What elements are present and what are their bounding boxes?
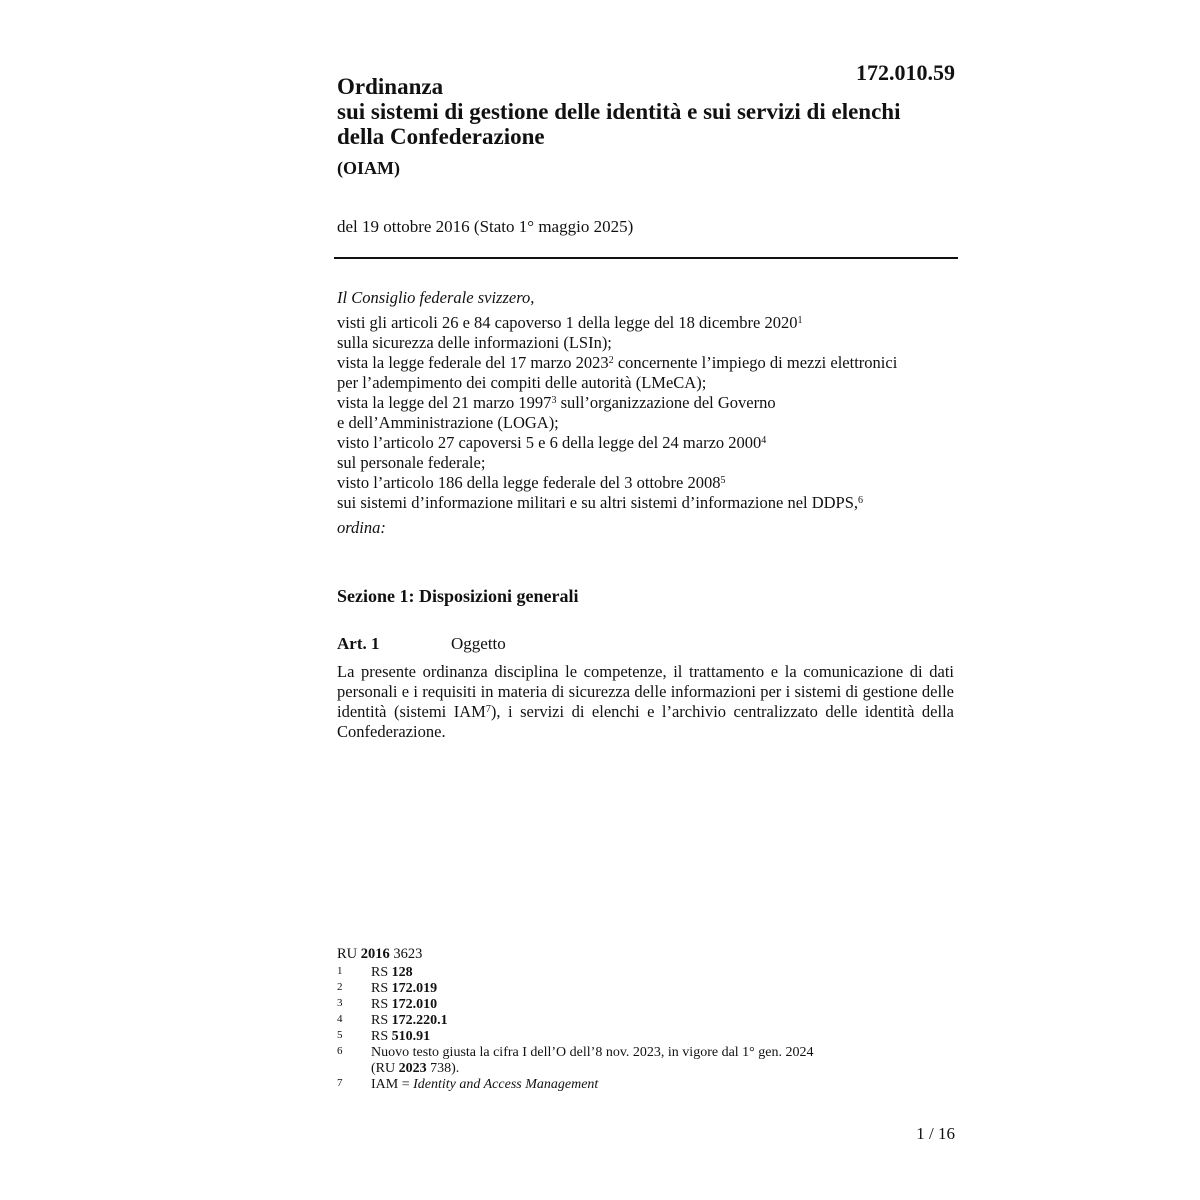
- fn-text: (RU: [371, 1061, 399, 1076]
- ru-year: 2016: [360, 946, 390, 962]
- fn-prefix: RS: [371, 997, 392, 1012]
- preamble-intro: Il Consiglio federale svizzero,: [337, 288, 535, 307]
- footnote: [337, 981, 957, 997]
- ru-page: 3623: [389, 946, 423, 962]
- preamble-text: visto l’articolo 27 capoversi 5 e 6 della legge del 24 marzo 2000: [337, 433, 762, 452]
- footnote: [337, 1013, 957, 1029]
- fn-prefix: RS: [371, 1013, 392, 1028]
- fn-prefix: RS: [371, 1029, 392, 1044]
- ru-prefix: RU: [337, 946, 361, 962]
- preamble-line: per l’adempimento dei compiti delle autorità (LMeCA);: [337, 373, 707, 392]
- article-text: ), i servizi di elenchi e l’archivio centralizzato delle identità della Confederazione.: [337, 702, 954, 741]
- footnotes: [337, 965, 957, 1093]
- preamble-closing: ordina:: [337, 518, 386, 537]
- title-line-3: della Confederazione: [337, 124, 545, 149]
- footnote-number: 1: [337, 965, 343, 977]
- preamble-line: sul personale federale;: [337, 453, 486, 472]
- article-subject: Oggetto: [451, 634, 506, 653]
- fn-text: 738).: [426, 1061, 460, 1076]
- article-heading: [337, 633, 506, 655]
- footnote-number: 2: [337, 981, 343, 993]
- footnote-number: 5: [337, 1029, 343, 1041]
- footnote-ref-3[interactable]: 3: [551, 395, 557, 406]
- fn-ref[interactable]: 172.220.1: [391, 1013, 448, 1028]
- footnote-number: 4: [337, 1013, 343, 1025]
- title-line-1: Ordinanza: [337, 74, 444, 99]
- fn-ref[interactable]: 510.91: [391, 1029, 431, 1044]
- preamble-line: sulla sicurezza delle informazioni (LSIn);: [337, 333, 612, 352]
- footnote-text: [371, 1045, 957, 1077]
- preamble-line: e dell’Amministrazione (LOGA);: [337, 413, 559, 432]
- footnote-text: [371, 981, 957, 997]
- footnote: [337, 997, 957, 1013]
- preamble-text: sui sistemi d’informazione militari e su altri sistemi d’informazione nel DDPS,: [337, 493, 859, 512]
- article-paragraph: [337, 662, 954, 742]
- footnote-text: [371, 1029, 957, 1045]
- preamble-line: [337, 433, 962, 453]
- preamble-text: vista la legge federale del 17 marzo 2023: [337, 353, 609, 372]
- fn-ref[interactable]: 172.010: [391, 997, 438, 1012]
- fn-text: IAM =: [371, 1077, 414, 1092]
- fn-text-italic: Identity and Access Management: [413, 1077, 599, 1092]
- document-title: [337, 74, 957, 179]
- title-line-2: sui sistemi di gestione delle identità e sui servizi di elenchi: [337, 99, 901, 124]
- footnote-ref-6[interactable]: 6: [858, 495, 864, 506]
- footnote-ref-1[interactable]: 1: [797, 315, 803, 326]
- footnote: [337, 965, 957, 981]
- preamble-text: visti gli articoli 26 e 84 capoverso 1 della legge del 18 dicembre 2020: [337, 313, 798, 332]
- fn-ref[interactable]: 172.019: [391, 981, 438, 996]
- footnote: [337, 1029, 957, 1045]
- footnote-number: 3: [337, 997, 343, 1009]
- footnote: [337, 1077, 957, 1093]
- preamble-text: visto l’articolo 186 della legge federale del 3 ottobre 2008: [337, 473, 721, 492]
- title-abbreviation: (OIAM): [337, 158, 400, 178]
- footnote-ref-7[interactable]: 7: [485, 704, 491, 715]
- preamble-text: concernente l’impiego di mezzi elettronici: [613, 353, 898, 372]
- preamble-text: sull’organizzazione del Governo: [556, 393, 776, 412]
- section-title: Sezione 1: Disposizioni generali: [337, 586, 579, 606]
- article-text: La presente ordinanza disciplina le competenze, il trattamento e la comunicazione di dati personali e i requisiti in materia di sicurezza delle informazioni per i sistemi di gestione delle identità (sistemi IAM: [337, 662, 954, 721]
- article-body: [337, 662, 954, 742]
- footnote-ref-2[interactable]: 2: [608, 355, 614, 366]
- footnote-text: [371, 965, 957, 981]
- preamble: [337, 287, 962, 539]
- footnote-number: 6: [337, 1045, 343, 1057]
- fn-text: Nuovo testo giusta la cifra I dell’O dell’8 nov. 2023, in vigore dal 1° gen. 2024: [371, 1045, 814, 1060]
- footnote-ref-4[interactable]: 4: [761, 435, 767, 446]
- fn-prefix: RS: [371, 965, 392, 980]
- footnote-number: 7: [337, 1077, 343, 1089]
- footnote: [337, 1045, 957, 1077]
- preamble-line: [337, 393, 962, 413]
- document-number: 172.010.59: [856, 60, 955, 85]
- preamble-line: [337, 353, 962, 373]
- fn-prefix: RS: [371, 981, 392, 996]
- preamble-text: vista la legge del 21 marzo 1997: [337, 393, 552, 412]
- page-number: 1 / 16: [916, 1124, 955, 1143]
- fn-ref[interactable]: 2023: [398, 1061, 427, 1076]
- fn-ref[interactable]: 128: [391, 965, 413, 980]
- document-date: del 19 ottobre 2016 (Stato 1° maggio 2025): [337, 217, 634, 236]
- preamble-line: [337, 473, 962, 493]
- preamble-line: [337, 313, 962, 333]
- preamble-line: [337, 493, 962, 513]
- ru-reference: [337, 945, 422, 963]
- footnote-text: [371, 1077, 957, 1093]
- header-divider: [334, 257, 958, 259]
- footnote-text: [371, 1013, 957, 1029]
- article-number: Art. 1: [337, 634, 380, 653]
- footnote-ref-5[interactable]: 5: [720, 475, 726, 486]
- footnote-text: [371, 997, 957, 1013]
